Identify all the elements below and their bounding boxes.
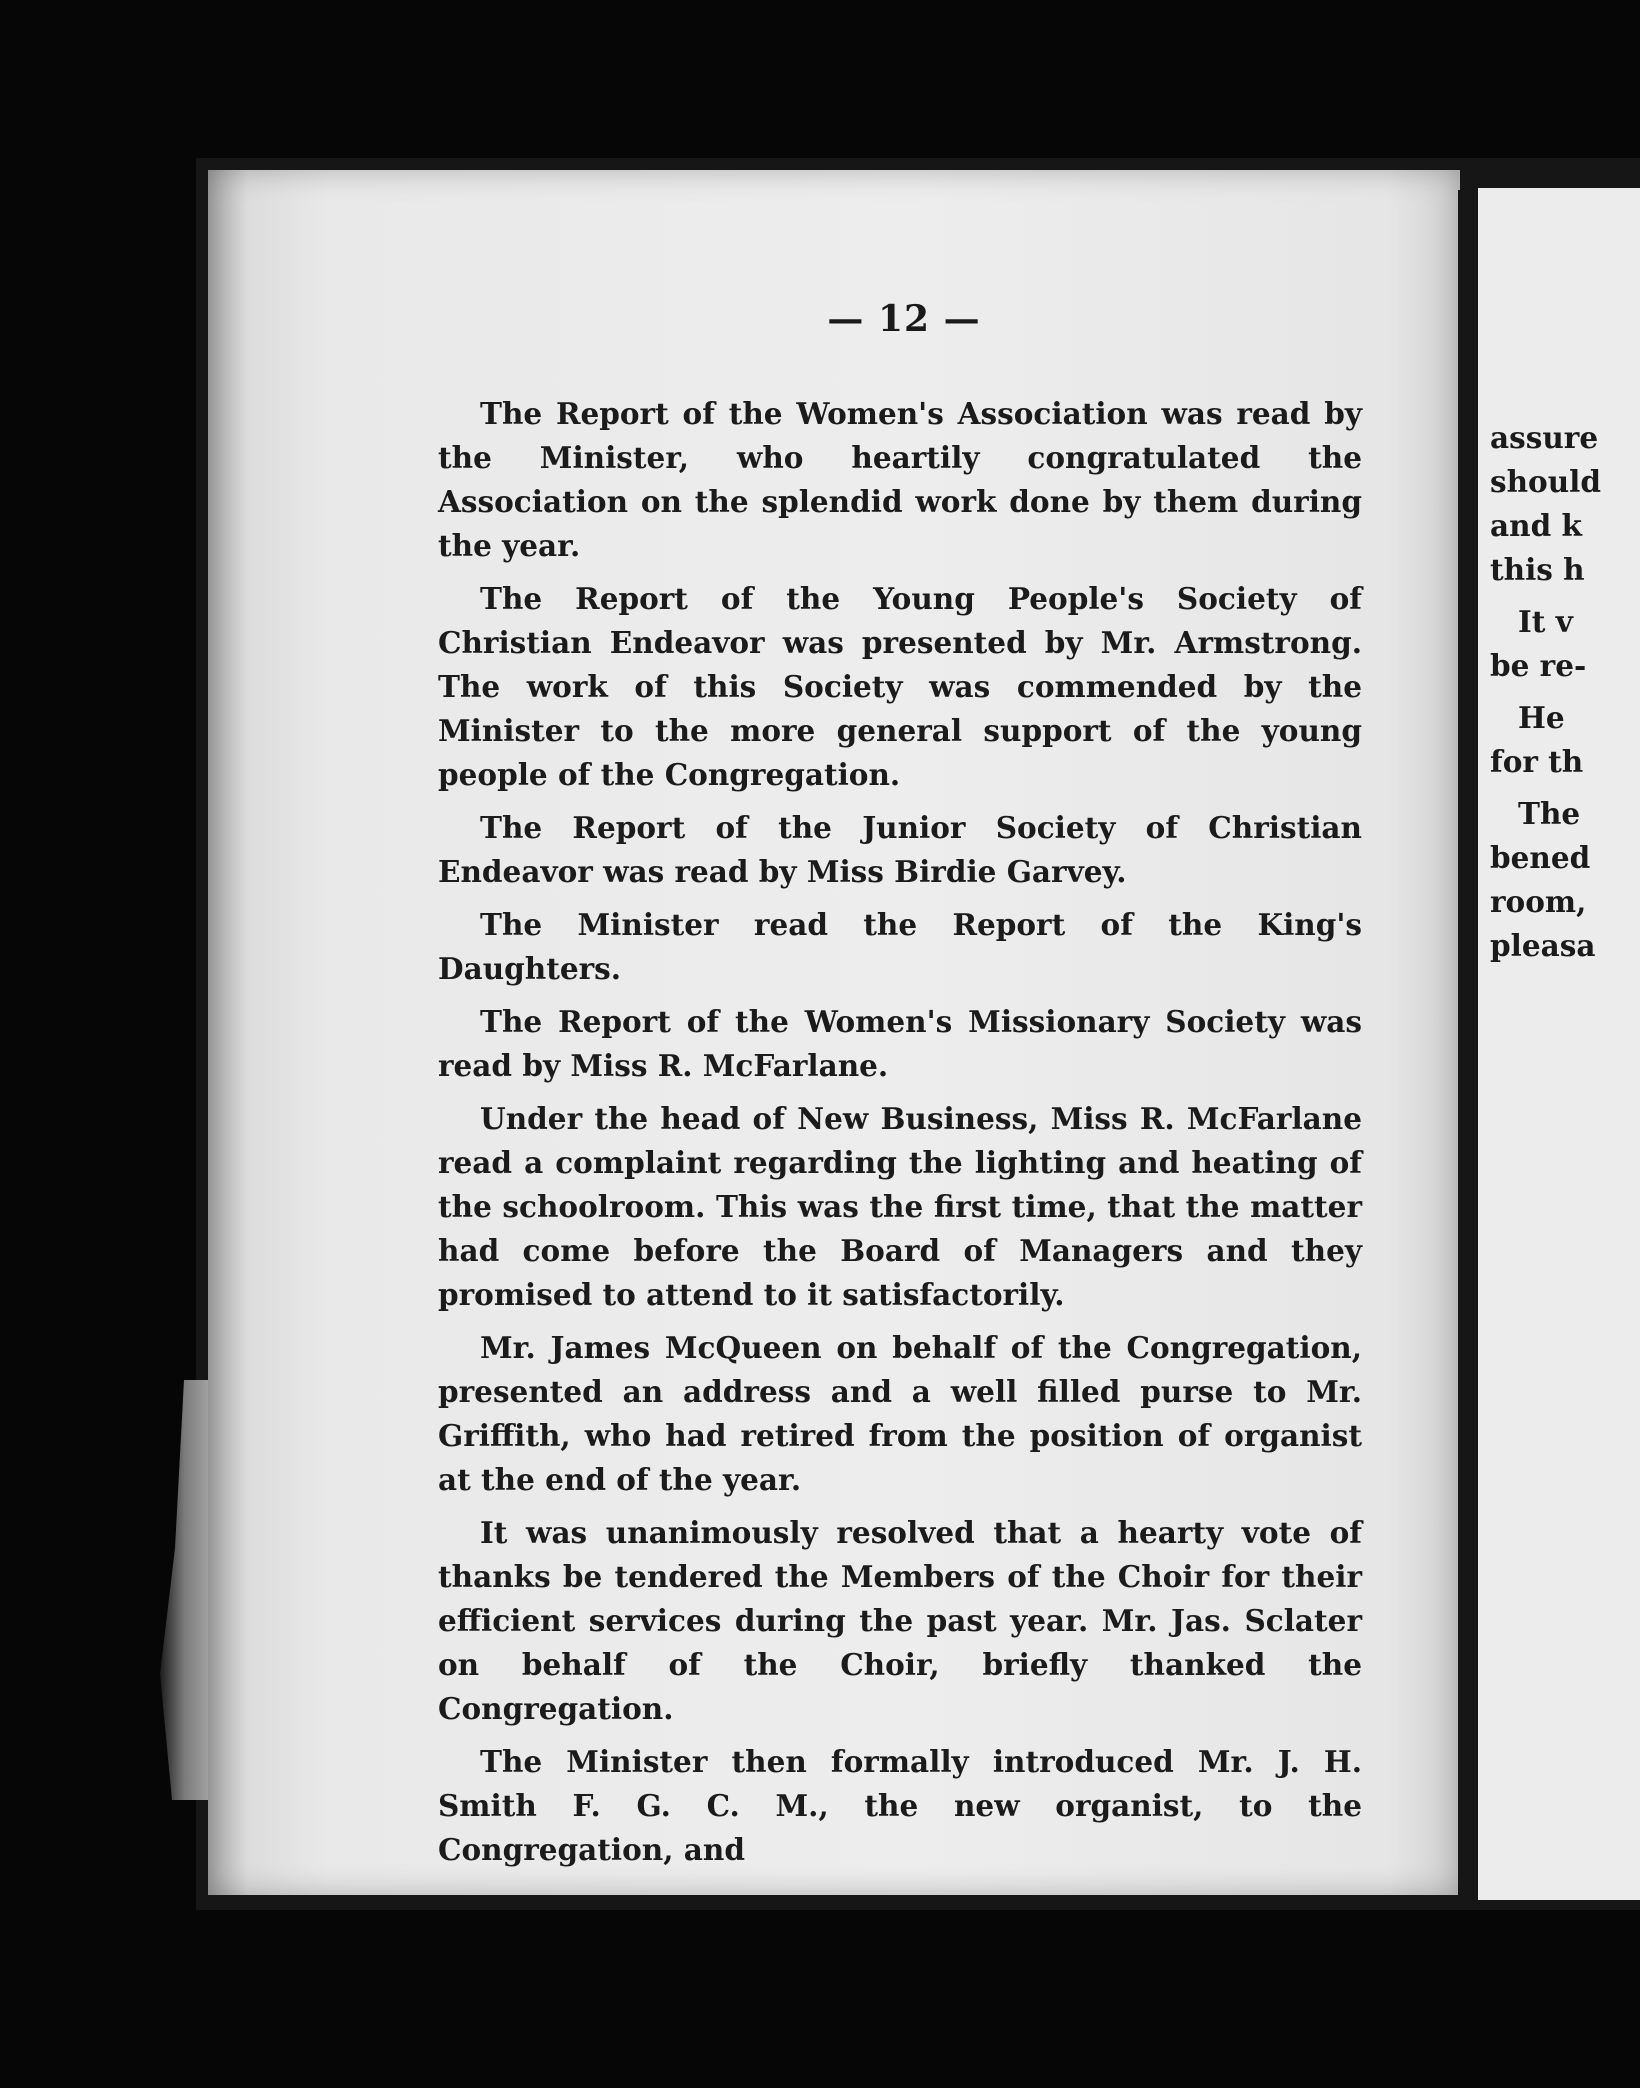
- paragraph-choir-thanks: It was unanimously resolved that a hearty vote of thanks be tendered the Members of the Choir for their efficient services during the past year. Mr. Jas. Sclater on behalf of the Choir, briefly thanked the Congregation.: [438, 1515, 1362, 1726]
- facing-line: bened: [1490, 840, 1591, 875]
- facing-page: [1478, 188, 1640, 1900]
- facing-line: assure: [1490, 420, 1599, 455]
- paragraph-new-business: Under the head of New Business, Miss R. McFarlane read a complaint regarding the lighting and heating of the schoolroom. This was the first time, that the matter had come before the Board of Managers and they promised to attend to it satisfactorily.: [438, 1101, 1362, 1312]
- facing-line: room,: [1490, 884, 1587, 919]
- paragraph-organist-address: Mr. James McQueen on behalf of the Congregation, presented an address and a well filled purse to Mr. Griffith, who had retired from the position of organist at the end of the year.: [438, 1330, 1362, 1497]
- facing-line: this h: [1490, 552, 1585, 587]
- facing-line: pleasa: [1490, 928, 1596, 963]
- paragraph-missionary-society: The Report of the Women's Missionary Society was read by Miss R. McFarlane.: [438, 1004, 1362, 1083]
- facing-line: for th: [1490, 744, 1584, 779]
- facing-line: and k: [1490, 508, 1582, 543]
- facing-line: should: [1490, 464, 1602, 499]
- facing-line: It v: [1518, 604, 1573, 639]
- paragraph-christian-endeavor: The Report of the Young People's Society of Christian Endeavor was presented by Mr. Armstrong. The work of this Society was commended by the Minister to the more general support of the young people of the Congregation.: [438, 581, 1362, 792]
- paragraph-junior-society: The Report of the Junior Society of Christian Endeavor was read by Miss Birdie Garvey.: [438, 810, 1362, 889]
- facing-line: be re-: [1490, 648, 1587, 683]
- body-text: [438, 392, 1362, 1872]
- facing-page-text: [1490, 416, 1640, 968]
- facing-line: The: [1518, 796, 1581, 831]
- paragraph-womens-association: The Report of the Women's Association was read by the Minister, who heartily congratulated the Association on the splendid work done by them during the year.: [438, 396, 1362, 563]
- book-gutter: [1458, 190, 1478, 1902]
- facing-line: He: [1518, 700, 1565, 735]
- page-number: — 12 —: [827, 298, 981, 340]
- paragraph-new-organist: The Minister then formally introduced Mr. J. H. Smith F. G. C. M., the new organist, to the Congregation, and: [438, 1744, 1362, 1867]
- paragraph-kings-daughters: The Minister read the Report of the King's Daughters.: [438, 907, 1362, 986]
